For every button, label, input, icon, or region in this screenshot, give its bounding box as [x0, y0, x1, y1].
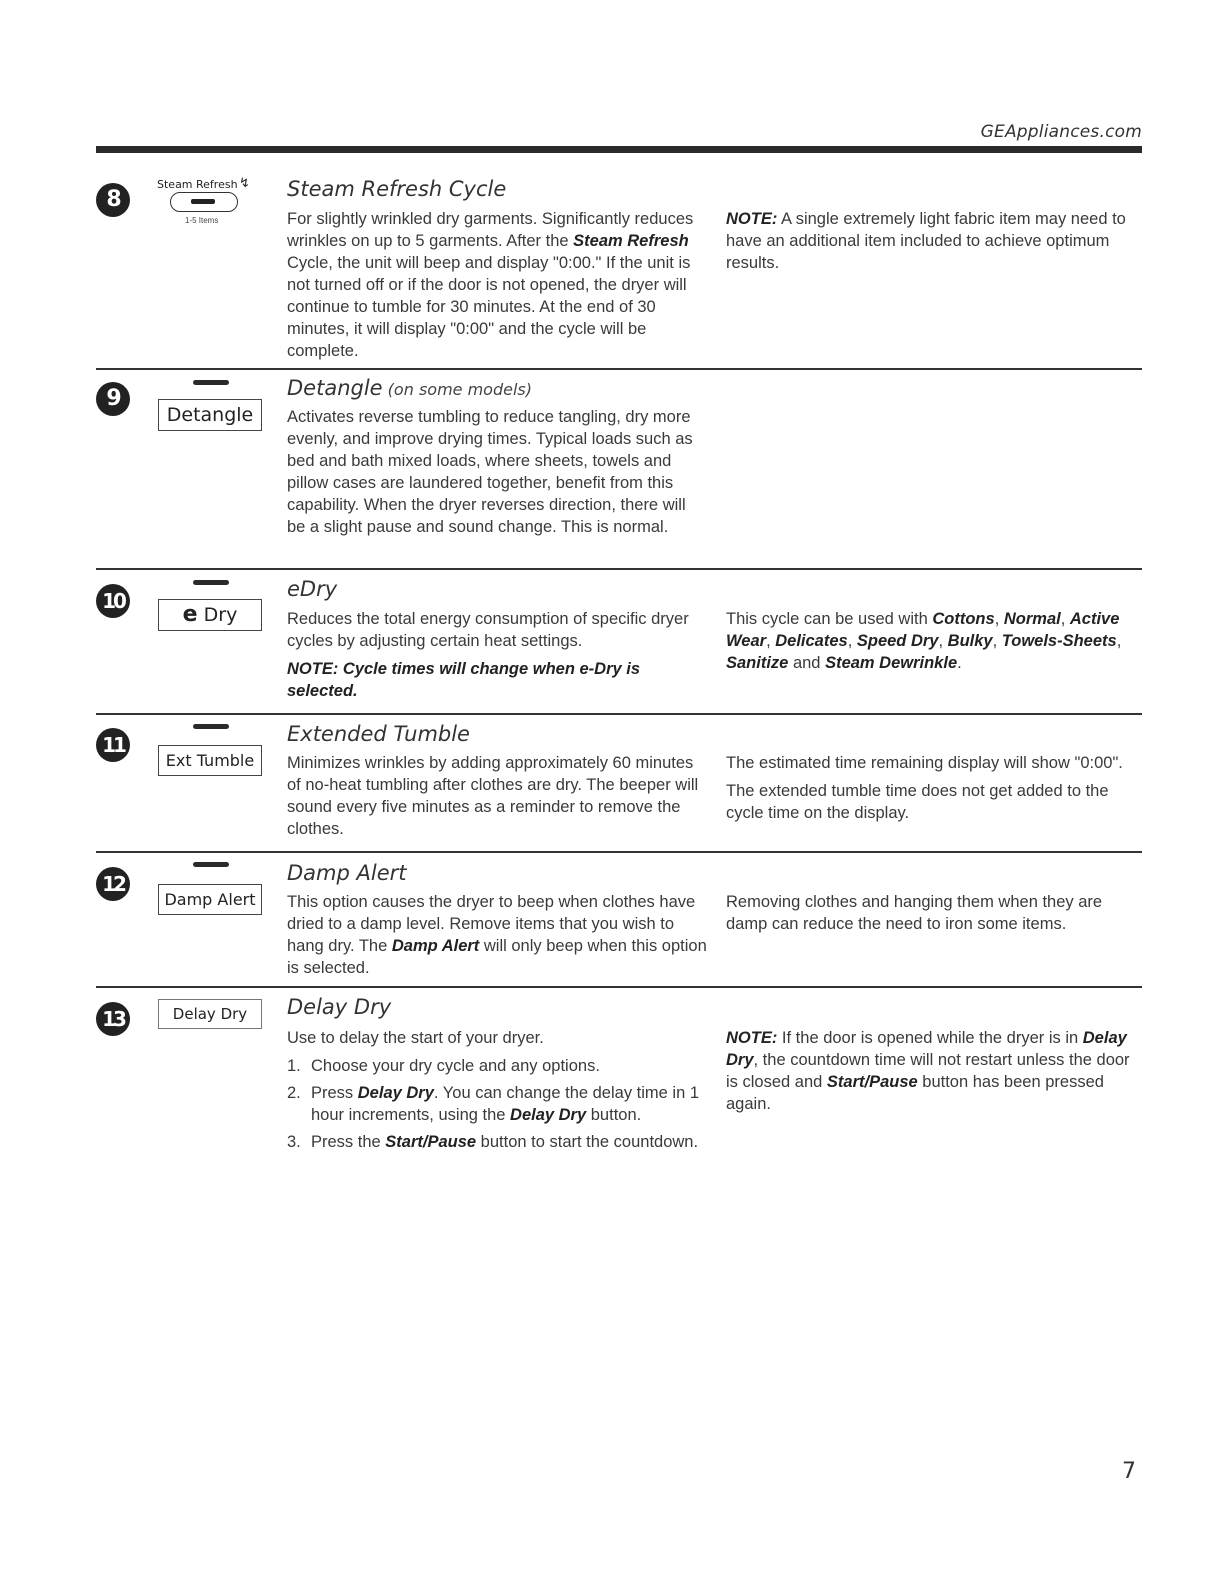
damp-alert-button[interactable]: Damp Alert: [158, 884, 262, 915]
page-number: 7: [1122, 1459, 1136, 1484]
section-divider: [96, 713, 1142, 715]
indicator-light: [193, 380, 229, 385]
step-number-badge: 10: [96, 584, 130, 618]
indicator-light: [191, 199, 215, 204]
section-divider: [96, 851, 1142, 853]
section-divider: [96, 568, 1142, 570]
indicator-light: [193, 862, 229, 867]
section-note: This cycle can be used with Cottons, Normal, Active Wear, Delicates, Speed Dry, Bulky, Towels-Sheets, Sanitize and Steam Dewrinkle.: [726, 610, 1122, 672]
section-title: Detangle (on some models): [287, 376, 532, 400]
site-url: GEAppliances.com: [980, 122, 1142, 142]
list-item: 2. Press Delay Dry. You can change the delay time in 1 hour increments, using the Delay Dry button.: [287, 1084, 700, 1124]
step-number-badge: 11: [96, 728, 130, 762]
steam-icon: ↯: [239, 175, 250, 190]
list-item: 1. Choose your dry cycle and any options.: [287, 1057, 600, 1075]
section-note: Removing clothes and hanging them when they are damp can reduce the need to iron some items.: [726, 893, 1103, 933]
section-title: eDry: [287, 577, 338, 601]
section-title: Steam Refresh Cycle: [287, 177, 507, 201]
delay-dry-button[interactable]: Delay Dry: [158, 999, 262, 1029]
section-note: The estimated time remaining display will show "0:00". The extended tumble time does not get added to the cycle time on the display.: [726, 754, 1123, 822]
section-description: This option causes the dryer to beep when clothes have dried to a damp level. Remove items that you wish to hang dry. The Damp Alert will only beep when this option is selected.: [287, 893, 707, 977]
section-title: Damp Alert: [287, 861, 407, 885]
section-note: NOTE: If the door is opened while the dryer is in Delay Dry, the countdown time will not restart unless the door is closed and Start/Pause button has been pressed again.: [726, 1029, 1130, 1113]
list-item: 3. Press the Start/Pause button to start the countdown.: [287, 1133, 699, 1151]
indicator-light: [193, 580, 229, 585]
step-number-badge: 9: [96, 382, 130, 416]
detangle-button[interactable]: Detangle: [158, 399, 262, 431]
section-note: NOTE: A single extremely light fabric item may need to have an additional item included to achieve optimum results.: [726, 210, 1126, 272]
steam-refresh-button[interactable]: [155, 175, 265, 238]
step-number-badge: 8: [96, 183, 130, 217]
section-divider: [96, 368, 1142, 370]
button-outline: [170, 192, 238, 212]
step-number-badge: 13: [96, 1002, 130, 1036]
items-sublabel: 1-5 Items: [185, 216, 219, 225]
section-title: Extended Tumble: [287, 722, 470, 746]
section-description: For slightly wrinkled dry garments. Significantly reduces wrinkles on up to 5 garments. After the Steam Refresh Cycle, the unit will beep and display "0:00." If the unit is not turned off or if the door is not opened, the dryer will continue to tumble for 30 minutes. At the end of 30 minutes, it will display "0:00" and the cycle will be complete.: [287, 210, 694, 360]
section-description: Use to delay the start of your dryer. 1. Choose your dry cycle and any options. 2. Press Delay Dry. You can change the delay time in 1 hour increments, using the Delay Dry button. 3. Press the Start/Pause button to start the countdown.: [287, 1027, 707, 1158]
edry-button[interactable]: e Dry: [158, 599, 262, 631]
ext-tumble-button[interactable]: Ext Tumble: [158, 745, 262, 776]
indicator-light: [193, 724, 229, 729]
section-divider: [96, 986, 1142, 988]
header-rule: [96, 146, 1142, 153]
steam-refresh-label: Steam Refresh: [157, 178, 238, 191]
section-description: Minimizes wrinkles by adding approximately 60 minutes of no-heat tumbling after clothes are dry. The beeper will sound every five minutes as a reminder to remove the clothes.: [287, 754, 699, 838]
steps-list: [287, 1055, 707, 1153]
step-number-badge: 12: [96, 867, 130, 901]
section-description: Reduces the total energy consumption of specific dryer cycles by adjusting certain heat settings. NOTE: Cycle times will change when e-Dry is selected.: [287, 610, 689, 700]
section-title: Delay Dry: [287, 995, 392, 1019]
section-description: Activates reverse tumbling to reduce tangling, dry more evenly, and improve drying times. Typical loads such as bed and bath mixed loads, where sheets, towels and pillow cases are laundered together, benefit from this capability. When the dryer reverses direction, there will be a slight pause and sound change. This is normal.: [287, 408, 693, 536]
